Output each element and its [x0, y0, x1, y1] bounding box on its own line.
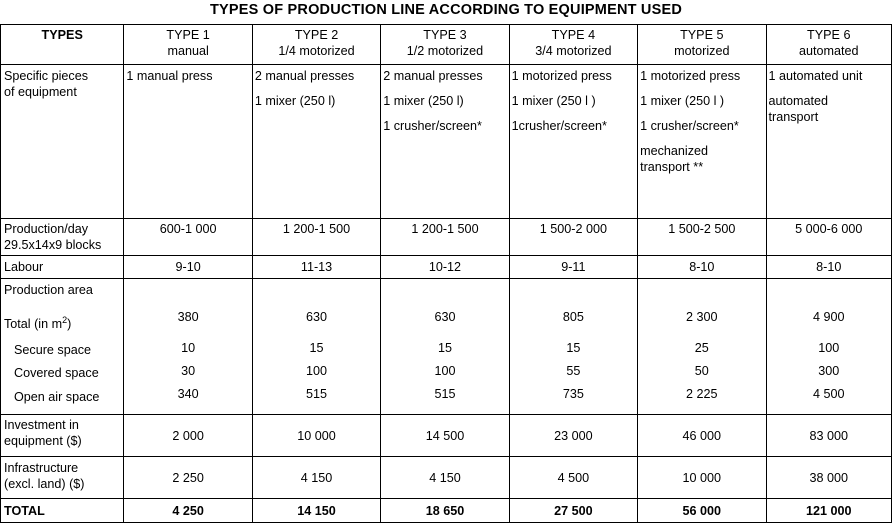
equipment-cell: 1 manual press: [124, 65, 252, 219]
area-open-value: 515: [434, 387, 456, 401]
labour-row: [1, 256, 892, 279]
area-covered-value: 55: [566, 364, 581, 378]
area-total-value: 630: [306, 310, 328, 324]
investment-value: 46 000: [638, 415, 766, 457]
area-cell: [509, 279, 637, 415]
area-secure-label: Secure space: [14, 343, 92, 357]
investment-value: 2 000: [124, 415, 252, 457]
area-secure-value: 100: [818, 341, 840, 355]
production-value: 1 500-2 000: [509, 219, 637, 256]
infrastructure-value: 10 000: [638, 457, 766, 499]
production-row: [1, 219, 892, 256]
type-5-header: TYPE 5 motorized: [638, 25, 766, 65]
production-value: 600-1 000: [124, 219, 252, 256]
infrastructure-value: 4 150: [252, 457, 380, 499]
infrastructure-value: 4 500: [509, 457, 637, 499]
area-secure-value: 25: [694, 341, 709, 355]
area-total-value: 630: [434, 310, 456, 324]
area-cell: [381, 279, 509, 415]
total-value: 27 500: [509, 499, 637, 523]
area-open-value: 4 500: [813, 387, 845, 401]
production-area-row: [1, 279, 892, 415]
area-total-value: 4 900: [813, 310, 845, 324]
infrastructure-value: 4 150: [381, 457, 509, 499]
labour-value: 11-13: [252, 256, 380, 279]
area-covered-value: 100: [306, 364, 328, 378]
area-covered-value: 300: [818, 364, 840, 378]
type-2-header: TYPE 2 1/4 motorized: [252, 25, 380, 65]
production-value: 1 200-1 500: [252, 219, 380, 256]
area-open-value: 340: [177, 387, 199, 401]
area-covered-label: Covered space: [14, 366, 99, 380]
total-value: 18 650: [381, 499, 509, 523]
investment-value: 23 000: [509, 415, 637, 457]
area-label: Production area: [4, 283, 93, 297]
area-open-label: Open air space: [14, 390, 100, 404]
equipment-cell: 1 automated unit automated transport: [766, 65, 891, 219]
type-3-header: TYPE 3 1/2 motorized: [381, 25, 509, 65]
production-line-table: [0, 24, 892, 523]
investment-row: [1, 415, 892, 457]
total-value: 56 000: [638, 499, 766, 523]
labour-label: Labour: [1, 256, 124, 279]
production-value: 1 200-1 500: [381, 219, 509, 256]
area-covered-value: 100: [434, 364, 456, 378]
area-total-value: 380: [177, 310, 199, 324]
area-total-value: 2 300: [686, 310, 718, 324]
investment-label: Investment in equipment ($): [1, 415, 124, 457]
labour-value: 8-10: [638, 256, 766, 279]
labour-value: 10-12: [381, 256, 509, 279]
header-row: [1, 25, 892, 65]
infrastructure-value: 2 250: [124, 457, 252, 499]
investment-value: 10 000: [252, 415, 380, 457]
area-total-value: 805: [562, 310, 584, 324]
area-open-value: 515: [306, 387, 328, 401]
equipment-cell: 2 manual presses 1 mixer (250 l) 1 crusher/screen*: [381, 65, 509, 219]
equipment-cell: 1 motorized press 1 mixer (250 l ) 1crusher/screen*: [509, 65, 637, 219]
area-secure-value: 15: [566, 341, 581, 355]
equipment-cell: 1 motorized press 1 mixer (250 l ) 1 crusher/screen* mechanized transport **: [638, 65, 766, 219]
labour-value: 9-10: [124, 256, 252, 279]
area-cell: [766, 279, 891, 415]
total-value: 121 000: [766, 499, 891, 523]
production-label: Production/day 29.5x14x9 blocks: [1, 219, 124, 256]
type-1-header: TYPE 1 manual: [124, 25, 252, 65]
equipment-label: Specific pieces of equipment: [1, 65, 124, 219]
production-value: 1 500-2 500: [638, 219, 766, 256]
production-value: 5 000-6 000: [766, 219, 891, 256]
area-cell: [638, 279, 766, 415]
labour-value: 9-11: [509, 256, 637, 279]
table-title: TYPES OF PRODUCTION LINE ACCORDING TO EQUIPMENT USED: [209, 2, 682, 18]
type-6-header: TYPE 6 automated: [766, 25, 891, 65]
infrastructure-label: Infrastructure (excl. land) ($): [1, 457, 124, 499]
total-value: 4 250: [124, 499, 252, 523]
area-covered-value: 30: [181, 364, 196, 378]
area-cell: [252, 279, 380, 415]
labour-value: 8-10: [766, 256, 891, 279]
equipment-cell: 2 manual presses 1 mixer (250 l): [252, 65, 380, 219]
area-secure-value: 10: [181, 341, 196, 355]
equipment-row: [1, 65, 892, 219]
total-label: TOTAL: [1, 499, 124, 523]
area-cell: [124, 279, 252, 415]
infrastructure-row: [1, 457, 892, 499]
area-open-value: 735: [562, 387, 584, 401]
total-row: [1, 499, 892, 523]
total-value: 14 150: [252, 499, 380, 523]
area-total-label: Total (in $m^2$): [4, 314, 72, 331]
infrastructure-value: 38 000: [766, 457, 891, 499]
type-4-header: TYPE 4 3/4 motorized: [509, 25, 637, 65]
types-header: TYPES: [1, 25, 124, 65]
area-labels: [1, 279, 124, 415]
area-covered-value: 50: [694, 364, 709, 378]
area-open-value: 2 225: [686, 387, 718, 401]
area-secure-value: 15: [437, 341, 452, 355]
investment-value: 14 500: [381, 415, 509, 457]
area-secure-value: 15: [309, 341, 324, 355]
investment-value: 83 000: [766, 415, 891, 457]
